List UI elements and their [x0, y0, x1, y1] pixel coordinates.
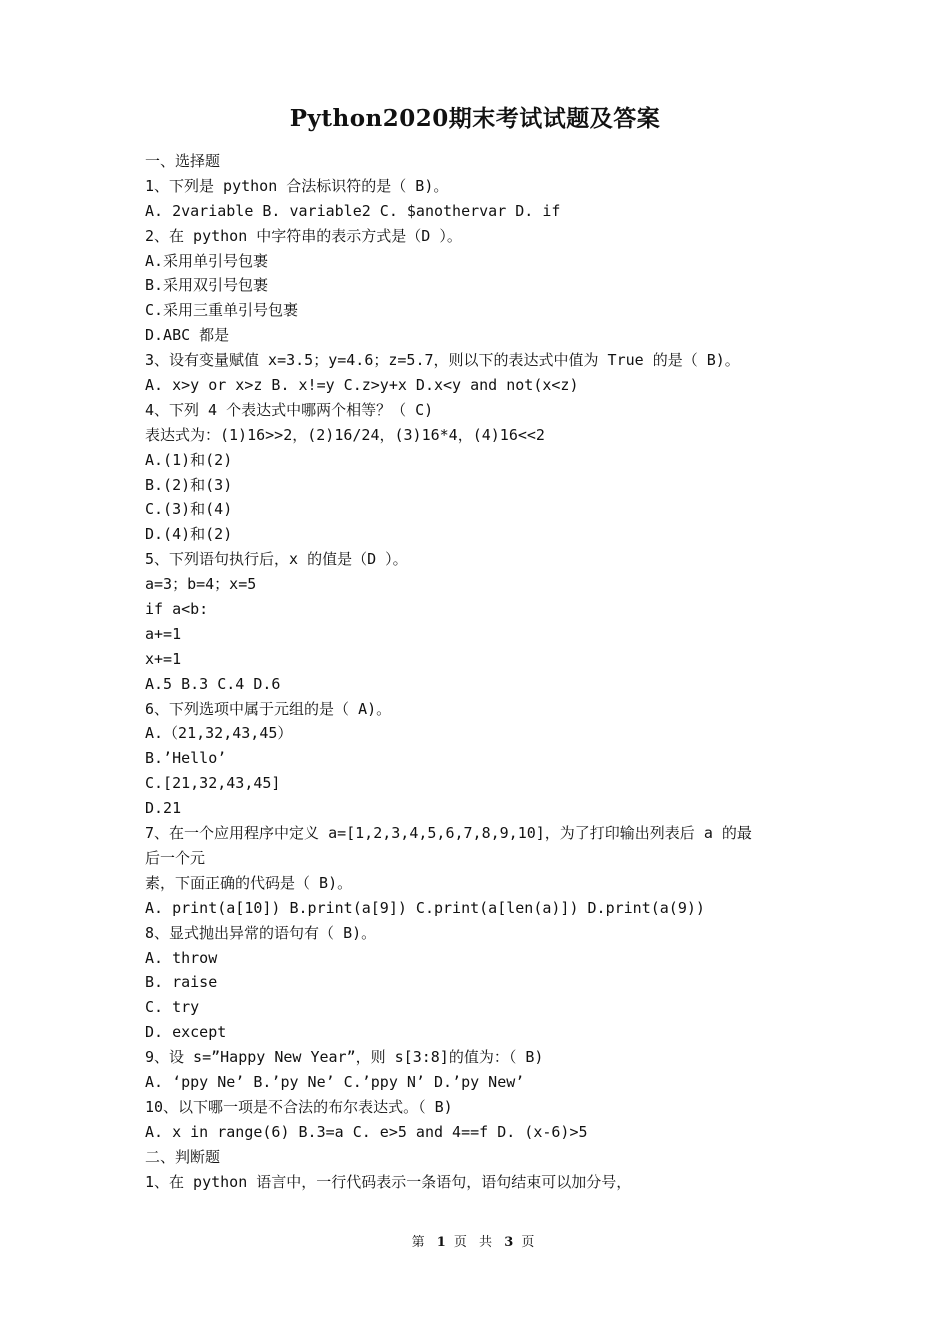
text-line: 9、设 s=”Happy New Year”，则 s[3:8]的值为：（ B): [145, 1048, 544, 1067]
text-line: A. x>y or x>z B. x!=y C.z>y+x D.x<y and not(x<z): [145, 376, 579, 395]
text-line: A.（21,32,43,45）: [145, 724, 293, 743]
text-line: 6、下列选项中属于元组的是（ A)。: [145, 699, 392, 718]
footer-suffix: 页: [521, 1235, 539, 1250]
text-line: A. throw: [145, 948, 218, 967]
text-line: A. ‘ppy Ne’ B.’py Ne’ C.’ppy N’ D.’py New’: [145, 1072, 525, 1091]
text-line: 8、显式抛出异常的语句有（ B)。: [145, 923, 377, 942]
footer-prefix: 第: [411, 1235, 429, 1250]
text-line: 10、以下哪一项是不合法的布尔表达式。（ B): [145, 1097, 453, 1116]
text-line: C.(3)和(4): [145, 500, 233, 519]
text-line: 7、在一个应用程序中定义 a=[1,2,3,4,5,6,7,8,9,10]，为了打印输出列表后 a 的最: [145, 824, 752, 843]
page-footer: [0, 1233, 950, 1253]
footer-total-pages: 3: [504, 1235, 514, 1250]
text-line: 4、下列 4 个表达式中哪两个相等？（ C): [145, 400, 434, 419]
text-line: A. 2variable B. variable2 C. $anothervar D. if: [145, 201, 561, 220]
text-line: D.ABC 都是: [145, 326, 230, 345]
text-line: A. x in range(6) B.3=a C. e>5 and 4==f D. (x-6)>5: [145, 1122, 588, 1141]
text-line: D.(4)和(2): [145, 525, 233, 544]
text-line: 后一个元: [145, 848, 206, 867]
text-line: A. print(a[10]) B.print(a[9]) C.print(a[len(a)]) D.print(a(9)): [145, 898, 705, 917]
text-line: if a<b:: [145, 600, 209, 619]
text-line: 5、下列语句执行后，x 的值是（D ）。: [145, 550, 408, 569]
text-line: C.[21,32,43,45]: [145, 774, 281, 793]
text-line: B.(2)和(3): [145, 475, 233, 494]
text-line: B.采用双引号包裹: [145, 276, 269, 295]
text-line: D.21: [145, 799, 182, 818]
text-line: 一、选择题: [145, 152, 221, 170]
footer-middle: 页 共: [453, 1235, 497, 1250]
text-line: 1、下列是 python 合法标识符的是（ B)。: [145, 176, 449, 195]
document-title: Python2020期末考试试题及答案: [289, 105, 661, 132]
text-line: a+=1: [145, 624, 182, 643]
text-line: 2、在 python 中字符串的表示方式是（D ）。: [145, 226, 462, 245]
document-body: [145, 149, 825, 1194]
text-line: 二、判断题: [145, 1147, 221, 1166]
text-line: D. except: [145, 1023, 227, 1042]
text-line: 表达式为：(1)16>>2，(2)16/24，(3)16*4，(4)16<<2: [145, 425, 545, 444]
text-line: C.采用三重单引号包裹: [145, 301, 299, 320]
text-line: 素，下面正确的代码是（ B)。: [145, 873, 353, 892]
text-line: A.采用单引号包裹: [145, 251, 269, 270]
text-line: a=3；b=4；x=5: [145, 575, 257, 594]
text-line: B.’Hello’: [145, 749, 227, 768]
text-line: x+=1: [145, 649, 182, 668]
text-line: 1、在 python 语言中，一行代码表示一条语句，语句结束可以加分号，: [145, 1172, 632, 1191]
text-line: 3、设有变量赋值 x=3.5；y=4.6；z=5.7，则以下的表达式中值为 True 的是（ B)。: [145, 351, 740, 370]
text-line: A.(1)和(2): [145, 450, 233, 469]
footer-page-number: 1: [436, 1235, 446, 1250]
text-line: B. raise: [145, 973, 218, 992]
text-line: C. try: [145, 998, 200, 1017]
text-line: A.5 B.3 C.4 D.6: [145, 674, 281, 693]
